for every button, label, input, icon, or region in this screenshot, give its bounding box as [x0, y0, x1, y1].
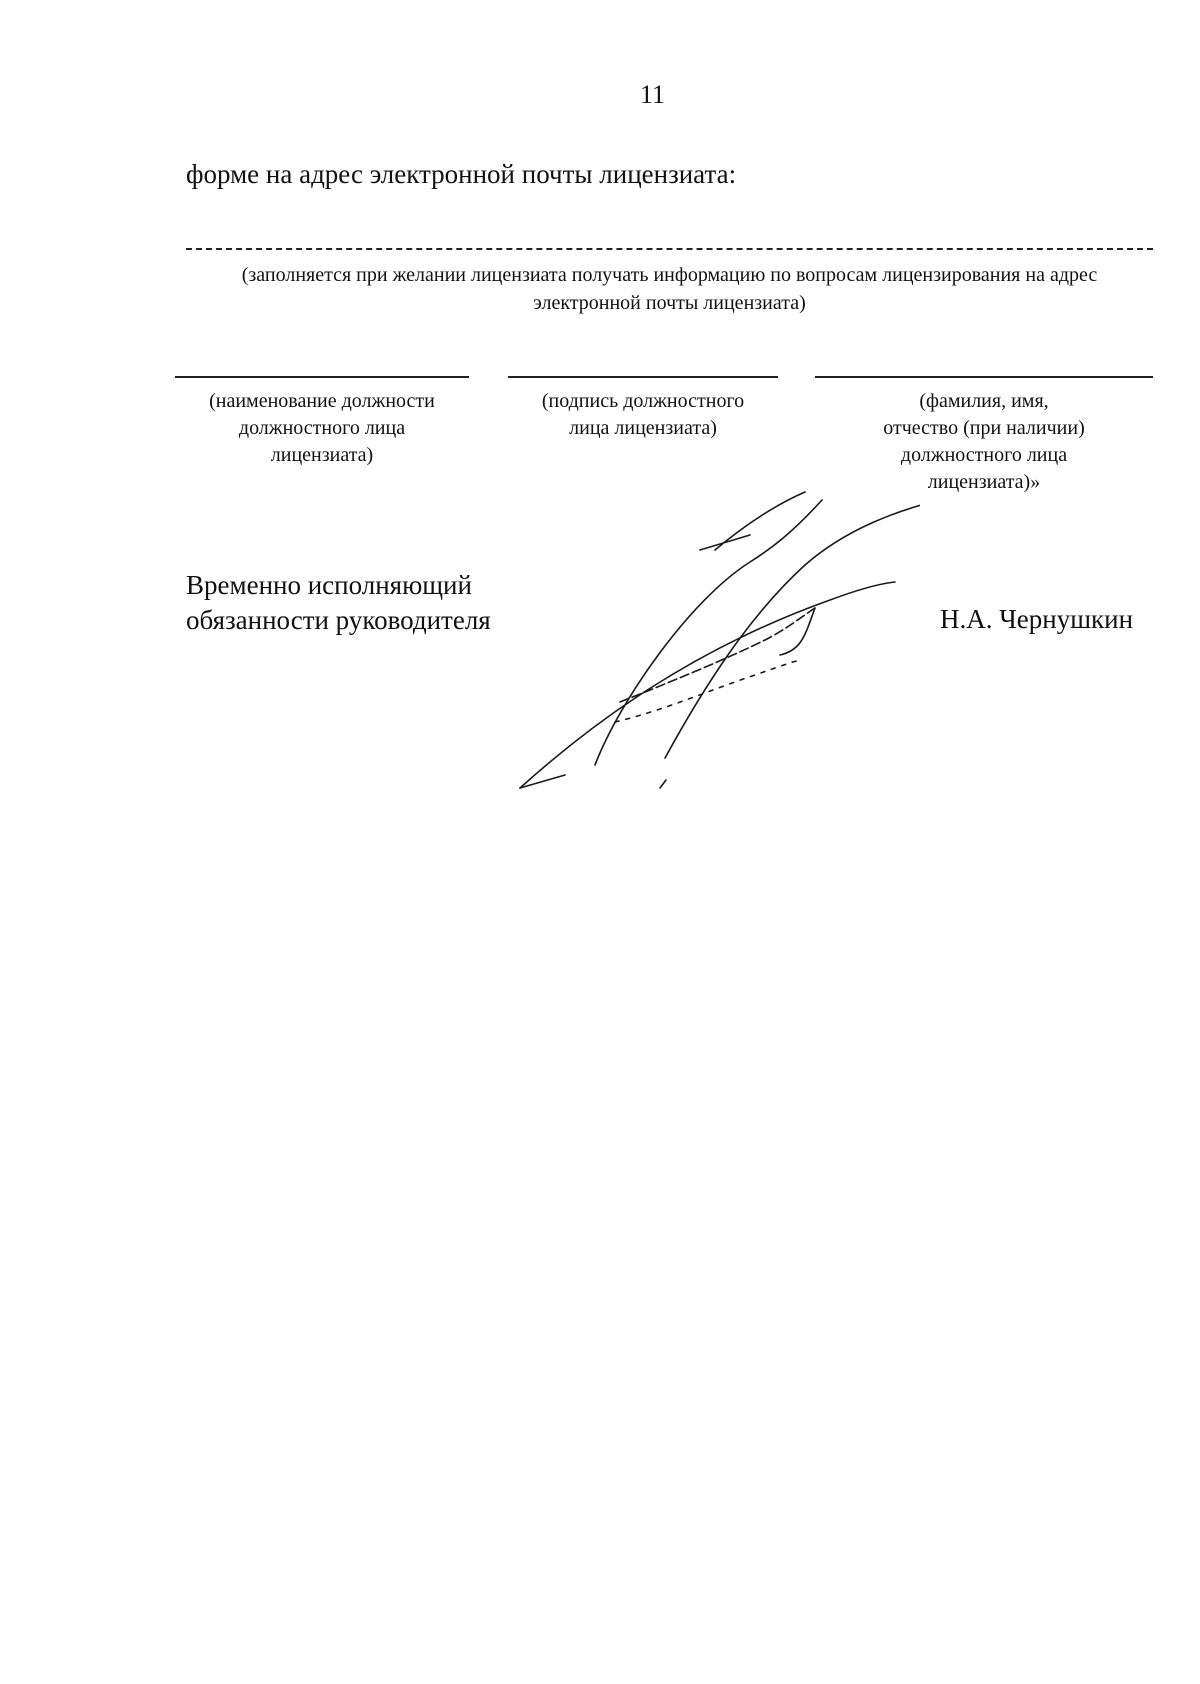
caption-line: отчество (при наличии) [883, 417, 1085, 439]
page-number: 11 [640, 80, 666, 109]
signature-field-caption [508, 388, 778, 442]
position-field-caption [175, 388, 469, 469]
caption-line: (подпись должностного [541, 390, 745, 412]
signer-position-line: обязанности руководителя [186, 605, 491, 635]
name-field-line [815, 376, 1153, 378]
signer-position-line: Временно исполняющий [186, 570, 472, 600]
caption-line: лицензиата)» [927, 471, 1041, 493]
caption-line: должностного лица [238, 417, 406, 439]
signer-name: Н.А. Чернушкин [940, 604, 1134, 634]
caption-line: (наименование должности [209, 390, 435, 412]
signer-position [186, 568, 491, 638]
caption-line: должностного лица [900, 444, 1068, 466]
body-text-line: форме на адрес электронной почты лицензиата: [186, 159, 737, 189]
signature-field-line [508, 376, 778, 378]
caption-line: лицензиата) [270, 444, 374, 466]
caption-line: лица лицензиата) [569, 417, 717, 439]
email-field-note: (заполняется при желании лицензиата получать информацию по вопросам лицензирования на адрес электронной почты лицензиата) [241, 264, 1098, 314]
email-input-line [186, 248, 1153, 250]
caption-line: (фамилия, имя, [919, 390, 1049, 412]
position-field-line [175, 376, 469, 378]
handwritten-signature [500, 490, 920, 800]
name-field-caption [815, 388, 1153, 496]
